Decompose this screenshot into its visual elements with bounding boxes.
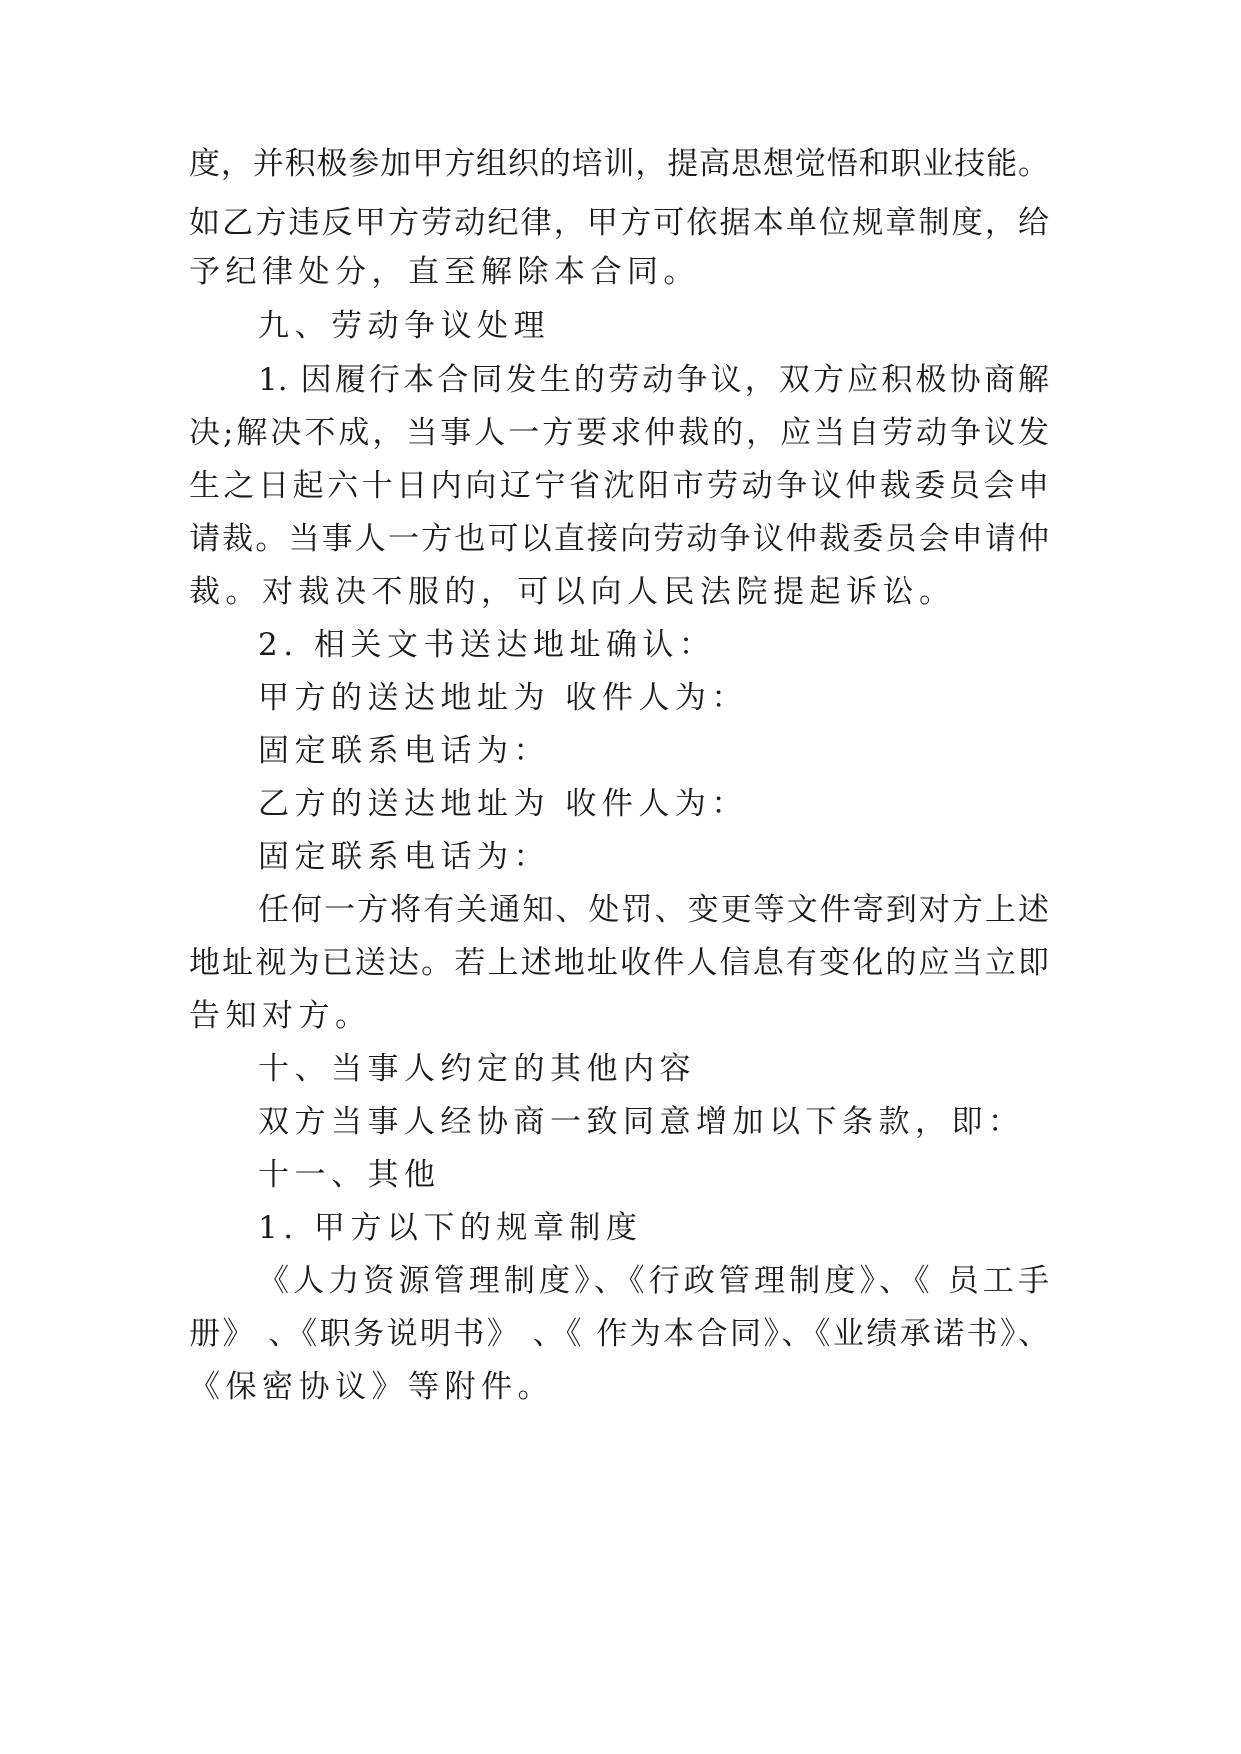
text-line-discipline-end: 予纪律处分，直至解除本合同。 [189, 254, 700, 290]
party-b-phone: 固定联系电话为： [258, 839, 550, 875]
regulations-line-3: 《保密协议》等附件。 [189, 1369, 554, 1405]
clause-11-1-heading: 1. 甲方以下的规章制度 [258, 1210, 643, 1246]
clause-9-2-heading: 2. 相关文书送达地址确认： [258, 627, 716, 663]
section-heading-11: 十一、其他 [258, 1157, 441, 1193]
section-heading-9: 九、劳动争议处理 [258, 308, 550, 344]
delivery-clause-line-2: 地址视为已送达。若上述地址收件人信息有变化的应当立即 [189, 945, 1049, 981]
section-heading-10: 十、当事人约定的其他内容 [258, 1051, 696, 1087]
clause-9-1-line-4: 请裁。当事人一方也可以直接向劳动争议仲裁委员会申请仲 [189, 521, 1049, 557]
text-line-continuation: 度，并积极参加甲方组织的培训，提高思想觉悟和职业技能。 [189, 146, 1049, 182]
clause-9-1-line-3: 生之日起六十日内向辽宁省沈阳市劳动争议仲裁委员会申 [189, 468, 1049, 504]
delivery-clause-line-3: 告知对方。 [189, 998, 372, 1034]
party-a-address: 甲方的送达地址为 收件人为： [258, 680, 748, 716]
delivery-clause-line-1: 任何一方将有关通知、处罚、变更等文件寄到对方上述 [258, 892, 1049, 928]
regulations-line-2: 册》 、《职务说明书》 、《 作为本合同》、《业绩承诺书》、 [189, 1316, 1049, 1352]
text-line-discipline: 如乙方违反甲方劳动纪律，甲方可依据本单位规章制度，给 [189, 205, 1049, 241]
regulations-line-1: 《人力资源管理制度》、《行政管理制度》、《 员工手 [258, 1263, 1049, 1299]
party-b-address: 乙方的送达地址为 收件人为： [258, 786, 748, 822]
section-10-body: 双方当事人经协商一致同意增加以下条款，即： [258, 1104, 1025, 1140]
party-a-phone: 固定联系电话为： [258, 733, 550, 769]
clause-9-1-line-1: 1. 因履行本合同发生的劳动争议，双方应积极协商解 [258, 362, 1049, 398]
clause-9-1-line-5: 裁。对裁决不服的，可以向人民法院提起诉讼。 [189, 574, 956, 610]
clause-9-1-line-2: 决;解决不成，当事人一方要求仲裁的，应当自劳动争议发 [189, 415, 1049, 451]
